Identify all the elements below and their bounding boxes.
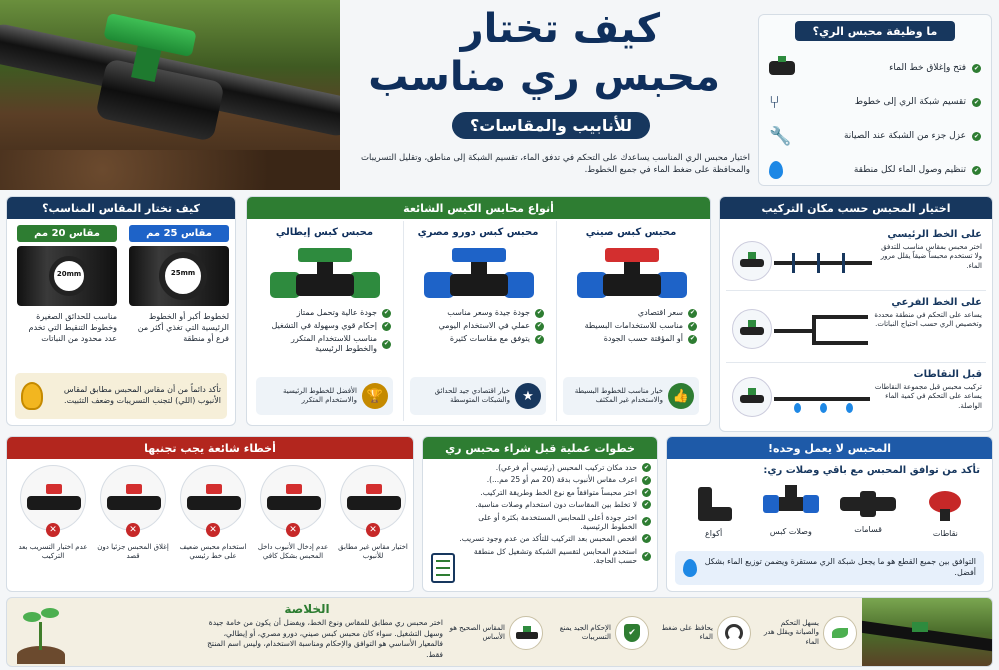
valve-type-name: محبس كبس صيني — [585, 227, 677, 238]
summary-feature: الإحكام الجيد يمنع التسريبات — [559, 623, 611, 641]
mistake-image — [20, 465, 86, 531]
wrench-icon: 🔧 — [769, 125, 792, 147]
step-text: افحص المحبس بعد التركيب للتأكد من عدم وجود تسريب. — [459, 534, 637, 544]
mistake-image — [260, 465, 326, 531]
check-icon: ✔ — [973, 64, 980, 72]
size25-desc: لخطوط أكبر أو الخطوط الرئيسية التي تغذي أكثر من فرع أو منطقة — [137, 312, 229, 343]
mistake-item — [175, 465, 251, 589]
valve-type-point: يتوفق مع مقاسات كثيرة — [449, 334, 530, 343]
tip-text: تأكد دائماً من أن مقاس المحبس مطابق لمقاس الأنبوب (اللي) لتجنب التسريبات وضعف التثبيت. — [63, 385, 221, 405]
mistake-item — [335, 465, 411, 589]
step-item — [459, 488, 651, 497]
install-box — [719, 196, 993, 432]
valve-type-card — [250, 221, 399, 421]
step-item — [459, 475, 651, 484]
step-text: استخدم المحابس لتقسيم الشبكة وتشغيل كل منطقة حسب الحاجة. — [473, 546, 637, 565]
mistake-image — [180, 465, 246, 531]
step-text: حدد مكان تركيب المحبس (رئيسي أم فرعي). — [495, 463, 637, 472]
valve-type-card — [556, 221, 705, 421]
types-title: أنواع محابس الكبس الشائعة — [247, 197, 710, 219]
install-item-desc: تركيب محبس قبل مجموعة النقاطات يساعد على التحكم في كمية الماء الواصلة. — [874, 383, 982, 410]
check-icon: ✔ — [383, 340, 390, 348]
step-text: لا تخلط بين المقاسات دون استخدام وصلات مناسبة. — [475, 500, 637, 510]
step-text: اختر محبساً متوافقاً مع نوع الخط وطريقة التركيب. — [480, 487, 637, 497]
size25-label: مقاس 25 مم — [129, 225, 229, 242]
check-icon: ✔ — [973, 98, 980, 106]
types-box — [246, 196, 711, 426]
dripper-diagram — [732, 375, 872, 419]
check-icon: ✔ — [536, 309, 543, 317]
error-x-icon: ✕ — [126, 523, 140, 537]
check-icon: ✔ — [643, 463, 650, 471]
drop-icon — [769, 161, 783, 179]
compat-note: التوافق بين جميع القطع هو ما يجعل شبكة الري مستقرة ويضمن توزيع الماء بشكل أفضل. — [704, 557, 976, 577]
valve-type-point: عملي في الاستخدام اليومي — [438, 321, 530, 330]
mistake-text: اختيار مقاس غير مطابق للأنبوب — [338, 543, 408, 561]
summary-photo — [862, 598, 992, 667]
summary-feature: يحافظ على ضغط الماء — [661, 623, 713, 641]
install-item-title: على الخط الفرعي — [891, 297, 982, 308]
gauge-icon — [717, 616, 751, 650]
pipe-25-image — [129, 246, 229, 306]
function-box — [758, 14, 992, 186]
valve-type-card — [403, 221, 552, 421]
error-x-icon: ✕ — [286, 523, 300, 537]
summary-feature: المقاس الصحيح هو الأساس — [449, 623, 505, 641]
check-icon: ✔ — [643, 552, 650, 560]
checklist-icon — [431, 553, 455, 583]
function-item: تنظيم وصول الماء لكل منطقة — [853, 165, 966, 175]
step-item — [459, 463, 651, 472]
function-item: تقسيم شبكة الري إلى خطوط — [854, 97, 966, 107]
leaf-icon — [823, 616, 857, 650]
compat-title: المحبس لا يعمل وحده! — [667, 437, 992, 459]
title-line3: للأنابيب والمقاسات؟ — [452, 112, 650, 139]
check-icon: ✔ — [643, 488, 650, 496]
star-icon: ★ — [515, 383, 541, 409]
size25-marker: 25mm — [170, 269, 196, 277]
compat-part-label: قسامات — [854, 525, 882, 534]
check-icon: ✔ — [689, 309, 696, 317]
mistake-image — [340, 465, 406, 531]
check-icon: ✔ — [643, 535, 650, 543]
step-item — [459, 513, 651, 532]
check-icon: ✔ — [383, 322, 390, 330]
error-x-icon: ✕ — [366, 523, 380, 537]
dripper-part-image — [925, 487, 965, 521]
mistake-text: عدم إدخال الأنبوب داخل المحبس بشكل كافي — [257, 543, 329, 561]
mistakes-title: أخطاء شائعة يجب تجنبها — [7, 437, 413, 459]
check-icon: ✔ — [383, 309, 390, 317]
check-icon: ✔ — [643, 476, 650, 484]
check-icon: ✔ — [689, 322, 696, 330]
title-line1: كيف تختار — [460, 6, 660, 52]
install-title: اختيار المحبس حسب مكان التركيب — [720, 197, 992, 219]
step-item — [459, 500, 651, 509]
valve-icon — [769, 61, 795, 75]
check-icon: ✔ — [973, 132, 980, 140]
hero-photo — [0, 0, 340, 190]
summary-feature: يسهل التحكم والصيانة ويقلل هدر الماء — [763, 619, 819, 646]
size20-label: مقاس 20 مم — [17, 225, 117, 242]
compat-box — [666, 436, 993, 592]
valve-type-point: إحكام قوي وسهولة في التشغيل — [271, 321, 377, 330]
size20-marker: 20mm — [56, 270, 82, 278]
valve-image — [557, 244, 705, 304]
summary-box — [6, 597, 993, 667]
drop-icon — [683, 559, 697, 577]
valve-type-point: سعر اقتصادي — [637, 308, 683, 317]
valve-type-point: مناسب للاستخدامات البسيطة — [584, 321, 683, 330]
check-icon: ✔ — [536, 322, 543, 330]
summary-title: الخلاصة — [284, 602, 330, 616]
valve-type-point: جودة جيدة وسعر مناسب — [447, 308, 530, 317]
intro-text: اختيار محبس الري المناسب يساعدك على التحكم في تدفق الماء، تقسيم الشبكة إلى مناطق، وتقليل التسريبات والمحافظة على ضغط الماء في جميع الخطوط. — [361, 153, 750, 176]
function-title: ما وظيفة محبس الري؟ — [795, 21, 955, 41]
size20-desc: مناسب للحدائق الصغيرة وخطوط التنقيط التي تخدم عدد محدود من النباتات — [28, 312, 117, 343]
title-line2: محبس ري مناسب — [368, 54, 720, 100]
valve-icon — [509, 616, 543, 650]
mistake-item — [15, 465, 91, 589]
install-item-desc: يساعد على التحكم في منطقة محددة وتخصيص الري حسب احتياج النباتات. — [874, 311, 982, 329]
step-text: اعرف مقاس الأنبوب بدقة (20 مم أو 25 مم...). — [486, 475, 637, 485]
check-icon: ✔ — [536, 335, 543, 343]
mistake-image — [100, 465, 166, 531]
split-icon: ⑂ — [769, 91, 780, 113]
size-title: كيف تختار المقاس المناسب؟ — [7, 197, 235, 219]
install-item-desc: اختر محبس بمقاس مناسب للتدفق ولا تستخدم محبساً ضيقاً يقلل مرور الماء. — [880, 243, 982, 270]
valve-type-point: مناسب للاستخدام المتكرر والخطوط الرئيسية — [290, 334, 377, 353]
valve-type-name: محبس كبس إيطالي — [275, 227, 374, 238]
check-icon: ✔ — [643, 518, 650, 526]
check-icon: ✔ — [973, 166, 980, 174]
mistake-text: استخدام محبس ضعيف على خط رئيسي — [179, 543, 247, 561]
mistake-text: إغلاق المحبس جزئيا دون قصد — [97, 543, 169, 561]
steps-box — [422, 436, 658, 592]
compat-part-label: أكواع — [705, 529, 723, 538]
sprout-image — [11, 602, 71, 664]
mistake-item — [255, 465, 331, 589]
valve-type-badge: خيار مناسب للخطوط البسيطة والاستخدام غير المكثف — [574, 386, 663, 404]
trophy-icon: 🏆 — [362, 383, 388, 409]
valve-type-point: جودة عالية وتحمل ممتاز — [296, 308, 377, 317]
valve-type-badge: الأفضل للخطوط الرئيسية والاستخدام المتكرر — [282, 386, 357, 404]
steps-title: خطوات عملية قبل شراء محبس ري — [423, 437, 657, 459]
shield-icon: ✔ — [615, 616, 649, 650]
branch-line-diagram — [732, 307, 872, 351]
error-x-icon: ✕ — [206, 523, 220, 537]
step-item — [459, 534, 651, 543]
mistake-item — [95, 465, 171, 589]
step-text: اختر جودة أعلى للمحابس المستخدمة بكثرة أو على الخطوط الرئيسية. — [478, 512, 637, 531]
elbow-part-image — [694, 485, 734, 523]
tip-box — [15, 373, 227, 419]
coupling-part-image — [763, 491, 819, 517]
check-icon: ✔ — [643, 501, 650, 509]
summary-text: اختر محبس ري مطابق للمقاس ونوع الخط، ويفضل أن يكون من خامة جيدة وسهل التشغيل. سواء كان محبس كبس صيني، دورو مصري، أو إيطالي، فالمعيار الأساسي هو التوافق والإحكام ومناسبة الاستخدام، وليس اسم المنتج فقط. — [207, 618, 443, 659]
mistake-text: عدم اختبار التسريب بعد التركيب — [18, 543, 88, 561]
compat-part-label: وصلات كبس — [769, 527, 812, 536]
compat-part-label: نقاطات — [932, 529, 958, 538]
thumbs-up-icon: 👍 — [668, 383, 694, 409]
function-item: عزل جزء من الشبكة عند الصيانة — [843, 131, 966, 141]
valve-type-point: أو المؤقتة حسب الجودة — [603, 334, 683, 343]
compat-subtitle: تأكد من توافق المحبس مع باقي وصلات ري: — [763, 465, 980, 476]
valve-type-badge: خيار اقتصادي جيد للحدائق والشبكات المتوسطة — [434, 386, 510, 404]
function-item: فتح وإغلاق خط الماء — [889, 63, 966, 73]
valve-image — [250, 244, 399, 304]
mistakes-box — [6, 436, 414, 592]
valve-type-name: محبس كبس دورو مصري — [417, 227, 539, 238]
step-item — [459, 547, 651, 566]
splitter-part-image — [840, 497, 896, 511]
check-icon: ✔ — [689, 335, 696, 343]
pipe-20-image — [17, 246, 117, 306]
valve-image — [404, 244, 552, 304]
install-item-title: قبل النقاطات — [913, 369, 982, 380]
lightbulb-icon — [21, 382, 43, 410]
install-item-title: على الخط الرئيسي — [887, 229, 982, 240]
size-box — [6, 196, 236, 426]
error-x-icon: ✕ — [46, 523, 60, 537]
main-line-diagram — [732, 241, 872, 281]
